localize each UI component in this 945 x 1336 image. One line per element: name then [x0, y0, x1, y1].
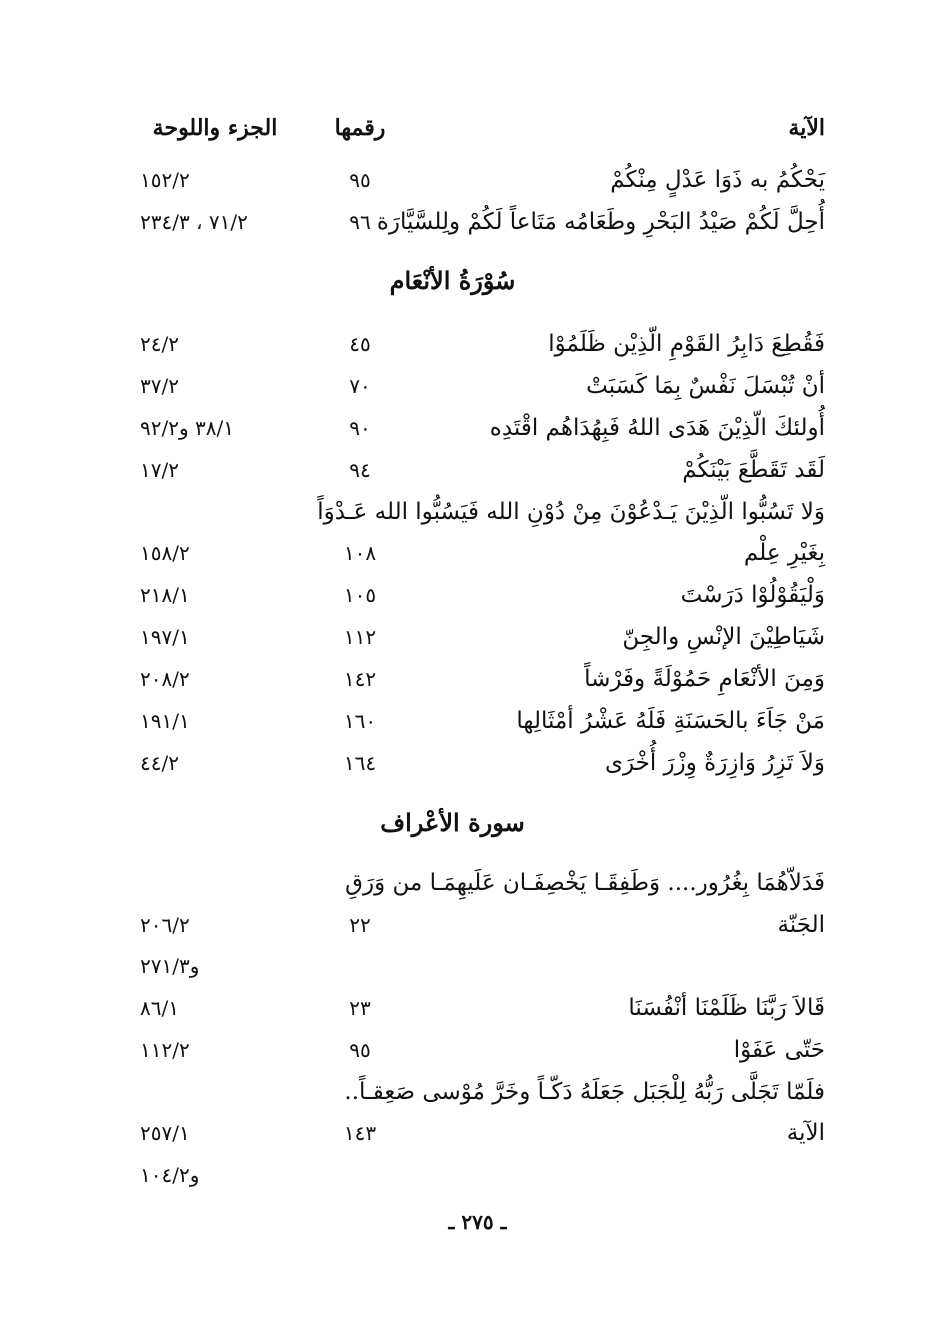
ayah-text: أنْ تُبْسَلَ نَفْسٌ بِمَا كَسَبَتْ — [586, 373, 825, 399]
ayah-reference: ١٥٢/٢ — [140, 168, 190, 192]
table-row — [0, 1155, 945, 1195]
ayah-text: يَحْكُمُ به ذَوَا عَدْلٍ مِنْكُمْ — [610, 167, 825, 193]
table-row — [0, 617, 945, 657]
table-row — [0, 408, 945, 448]
ayah-reference: ١٩٧/١ — [140, 625, 190, 649]
table-row — [0, 1113, 945, 1153]
table-row — [0, 450, 945, 490]
ayah-reference: ١٥٨/٢ — [140, 541, 190, 565]
ayah-reference: ٣٧/٢ — [140, 374, 179, 398]
ayah-number: ٩٠ — [349, 416, 371, 440]
ayah-reference: ٢٠٨/٢ — [140, 667, 190, 691]
ayah-text: وَلا تَسُبُّوا الّذِيْنَ يَـدْعُوْنَ مِنْ دُوْنِ الله فَيَسُبُّوا الله عَـدْوَاً — [317, 499, 825, 525]
ayah-number: ١٦٠ — [343, 709, 377, 733]
table-row — [0, 863, 945, 903]
ayah-text: الجَنّة — [777, 912, 825, 938]
table-row — [0, 905, 945, 945]
ayah-text: وَلاَ تَزِرُ وَازِرَةٌ وِزْرَ أُخْرَى — [604, 750, 825, 776]
ayah-text: بِغَيْرِ عِلْم — [743, 540, 825, 566]
table-row — [0, 575, 945, 615]
table-row — [0, 988, 945, 1028]
ayah-reference: ١٧/٢ — [140, 458, 179, 482]
ayah-text: قَالاَ رَبَّنَا ظَلَمْنَا أنْفُسَنَا — [628, 995, 825, 1021]
ayah-number: ٩٥ — [349, 1038, 371, 1062]
ayah-number: ١٠٨ — [343, 541, 377, 565]
ayah-number: ٩٤ — [349, 458, 371, 482]
ayah-reference: ٤٤/٢ — [140, 751, 179, 775]
ayah-text: مَنْ جَاَءَ بالحَسَنَةِ فَلَهُ عَشْرُ أمْثَالِها — [516, 708, 825, 734]
ayah-number: ١٤٣ — [343, 1121, 377, 1145]
ayah-text: فَدَلاّهُمَا بِغُرُور.... وَطَفِقَـا يَخْصِفَـان عَلَيهِمَـا من وَرَقِ — [345, 870, 825, 896]
ayah-text: فَقُطِعَ دَابِرُ القَوْمِ الّذِيْن ظَلَمُوْا — [548, 331, 825, 357]
header-ayah: الآية — [788, 115, 825, 141]
ayah-number: ١١٢ — [343, 625, 377, 649]
ayah-number: ٢٣ — [349, 996, 371, 1020]
table-row — [0, 160, 945, 200]
table-row — [0, 366, 945, 406]
table-row — [0, 1030, 945, 1070]
surah-heading-araf: سورة الأعْراف — [380, 808, 525, 837]
ayah-text: حَتّى عَفَوْا — [733, 1037, 825, 1063]
table-row — [0, 533, 945, 573]
ayah-reference: ٧١/٢ ، ٢٣٤/٣ — [140, 210, 248, 234]
page-number: ـ ٢٧٥ ـ — [448, 1210, 507, 1234]
ayah-text: شَيَاطِيْنَ الإنْسِ والجِنّ — [622, 624, 825, 650]
ayah-reference: ٨٦/١ — [140, 996, 179, 1020]
ayah-number: ٧٠ — [349, 374, 371, 398]
table-row — [0, 659, 945, 699]
table-header — [0, 108, 945, 148]
table-row — [0, 1072, 945, 1112]
ayah-text: لَقَد تَقَطَّعَ بَيْنَكُمْ — [682, 457, 825, 483]
ayah-reference: ٢٤/٢ — [140, 332, 179, 356]
ayah-text: وَلْيَقُوْلُوْا دَرَسْتَ — [680, 582, 825, 608]
table-row — [0, 324, 945, 364]
ayah-reference: و٢٧١/٣ — [140, 954, 200, 978]
ayah-text: أُولئكَ الّذِيْنَ هَدَى اللهُ فَبِهُدَاهُم اقْتَدِه — [489, 415, 825, 441]
ayah-reference: ٢٥٧/١ — [140, 1121, 190, 1145]
ayah-text: أُحِلَّ لَكُمْ صَيْدُ البَحْرِ وطَعَامُه مَتَاعاً لَكُمْ ولِلسَّيَّارَة — [376, 209, 825, 235]
table-row — [0, 743, 945, 783]
ayah-number: ٩٥ — [349, 168, 371, 192]
table-row — [0, 202, 945, 242]
ayah-number: ٩٦ — [349, 210, 371, 234]
ayah-text: الآية — [786, 1120, 825, 1146]
ayah-number: ١٠٥ — [343, 583, 377, 607]
ayah-reference: و١٠٤/٢ — [140, 1163, 200, 1187]
table-row — [0, 701, 945, 741]
ayah-text: فلَمّا تَجَلَّى رَبُّهُ لِلْجَبَل جَعَلَهُ دَكّـاً وخَرَّ مُوْسى صَعِقـاً.. — [344, 1079, 825, 1105]
header-number: رقمها — [334, 115, 386, 141]
ayah-number: ١٦٤ — [343, 751, 377, 775]
header-reference: الجزء واللوحة — [152, 115, 278, 141]
ayah-reference: ٢١٨/١ — [140, 583, 190, 607]
ayah-reference: ٢٠٦/٢ — [140, 913, 190, 937]
ayah-reference: ٣٨/١ و٩٢/٢ — [140, 416, 234, 440]
ayah-reference: ١٩١/١ — [140, 709, 190, 733]
surah-heading-anam: سُوْرَةُ الأنْعَام — [389, 266, 516, 295]
ayah-number: ٤٥ — [349, 332, 371, 356]
ayah-number: ١٤٢ — [343, 667, 377, 691]
ayah-number: ٢٢ — [349, 913, 371, 937]
table-row — [0, 492, 945, 532]
ayah-text: وَمِنَ الأنْعَامِ حَمُوْلَةً وفَرْشاً — [584, 666, 825, 692]
table-row — [0, 946, 945, 986]
ayah-reference: ١١٢/٢ — [140, 1038, 190, 1062]
